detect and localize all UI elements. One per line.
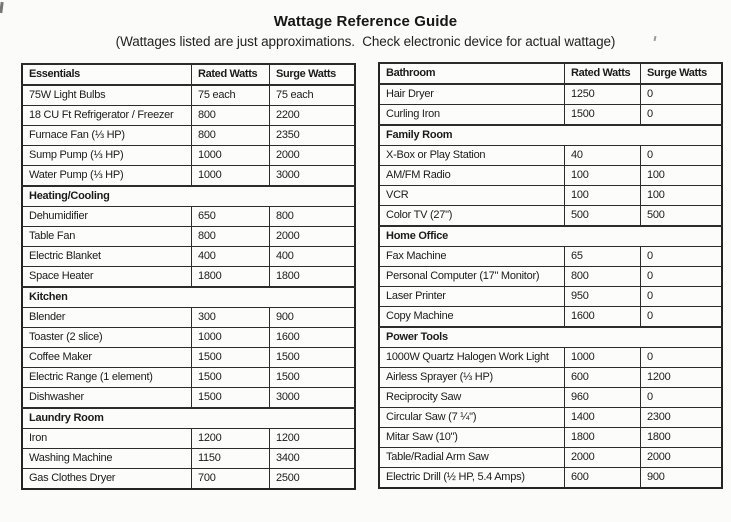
cell-item: Furnace Fan (⅓ HP) (22, 126, 192, 146)
table-row (22, 348, 355, 368)
cell-surge: 75 each (270, 85, 356, 106)
cell-rated: 800 (192, 126, 270, 146)
cell-surge: 1500 (270, 348, 356, 368)
cell-surge: 2500 (270, 469, 356, 490)
header-row (22, 64, 355, 85)
column-header-surge: Surge Watts (270, 64, 356, 85)
table-row (379, 348, 722, 368)
cell-item: Table Fan (22, 227, 192, 247)
cell-surge: 2350 (270, 126, 356, 146)
cell-item: Space Heater (22, 267, 192, 288)
cell-surge: 500 (641, 206, 723, 227)
cell-item: Hair Dryer (379, 84, 565, 105)
column-header-item: Bathroom (379, 63, 565, 84)
cell-surge: 0 (641, 105, 723, 126)
cell-rated: 1600 (565, 307, 641, 328)
cell-surge: 2300 (641, 408, 723, 428)
column-header-surge: Surge Watts (641, 63, 723, 84)
cell-surge: 0 (641, 287, 723, 307)
cell-item: Washing Machine (22, 449, 192, 469)
section-row (379, 226, 722, 247)
cell-rated: 500 (565, 206, 641, 227)
section-row (22, 186, 355, 207)
cell-surge: 0 (641, 348, 723, 368)
cell-item: Blender (22, 308, 192, 328)
cell-rated: 1150 (192, 449, 270, 469)
cell-surge: 1800 (270, 267, 356, 288)
cell-surge: 100 (641, 186, 723, 206)
cell-surge: 1200 (641, 368, 723, 388)
table-row (379, 206, 722, 227)
table-row (379, 247, 722, 267)
cell-rated: 800 (192, 227, 270, 247)
table-row (379, 146, 722, 166)
cell-item: X-Box or Play Station (379, 146, 565, 166)
table-row (379, 105, 722, 126)
cell-item: Toaster (2 slice) (22, 328, 192, 348)
cell-surge: 1600 (270, 328, 356, 348)
table-row (22, 328, 355, 348)
cell-rated: 600 (565, 368, 641, 388)
cell-item: AM/FM Radio (379, 166, 565, 186)
cell-rated: 960 (565, 388, 641, 408)
section-label: Heating/Cooling (22, 186, 355, 207)
table-row (22, 429, 355, 449)
cell-rated: 1800 (565, 428, 641, 448)
section-row (22, 408, 355, 429)
cell-item: Copy Machine (379, 307, 565, 328)
cell-item: Coffee Maker (22, 348, 192, 368)
cell-item: Personal Computer (17" Monitor) (379, 267, 565, 287)
cell-item: Airless Sprayer (⅓ HP) (379, 368, 565, 388)
section-label: Power Tools (379, 327, 722, 348)
section-label: Family Room (379, 125, 722, 146)
table-row (22, 267, 355, 288)
cell-surge: 2000 (270, 227, 356, 247)
table-row (379, 186, 722, 206)
cell-surge: 800 (270, 207, 356, 227)
table-row (22, 308, 355, 328)
table-row (22, 126, 355, 146)
cell-surge: 3000 (270, 166, 356, 187)
cell-rated: 1500 (192, 388, 270, 409)
table-row (379, 84, 722, 105)
cell-surge: 2000 (270, 146, 356, 166)
cell-surge: 900 (641, 468, 723, 489)
cell-item: VCR (379, 186, 565, 206)
cell-surge: 100 (641, 166, 723, 186)
cell-rated: 700 (192, 469, 270, 490)
section-label: Home Office (379, 226, 722, 247)
page-title: Wattage Reference Guide (273, 13, 458, 30)
cell-rated: 1250 (565, 84, 641, 105)
cell-rated: 100 (565, 186, 641, 206)
cell-surge: 0 (641, 307, 723, 328)
cell-item: Circular Saw (7 ¼") (379, 408, 565, 428)
cell-rated: 1400 (565, 408, 641, 428)
wattage-table-left (21, 63, 356, 490)
cell-item: 75W Light Bulbs (22, 85, 192, 106)
cell-rated: 650 (192, 207, 270, 227)
table-row (22, 368, 355, 388)
cell-surge: 0 (641, 388, 723, 408)
wattage-table-right (378, 62, 723, 489)
cell-surge: 900 (270, 308, 356, 328)
table-row (379, 287, 722, 307)
table-row (379, 368, 722, 388)
table-row (379, 408, 722, 428)
cell-surge: 0 (641, 267, 723, 287)
cell-rated: 600 (565, 468, 641, 489)
table-row (22, 106, 355, 126)
cell-rated: 1500 (192, 368, 270, 388)
cell-item: 18 CU Ft Refrigerator / Freezer (22, 106, 192, 126)
cell-surge: 400 (270, 247, 356, 267)
cell-item: Curling Iron (379, 105, 565, 126)
cell-rated: 1000 (192, 146, 270, 166)
cell-rated: 1200 (192, 429, 270, 449)
cell-item: Reciprocity Saw (379, 388, 565, 408)
table-row (379, 468, 722, 489)
cell-surge: 1500 (270, 368, 356, 388)
cell-item: Color TV (27") (379, 206, 565, 227)
table-row (22, 146, 355, 166)
section-label: Kitchen (22, 287, 355, 308)
cell-surge: 3000 (270, 388, 356, 409)
cell-rated: 1000 (192, 166, 270, 187)
cell-rated: 1000 (565, 348, 641, 368)
cell-item: Laser Printer (379, 287, 565, 307)
table-row (22, 85, 355, 106)
cell-surge: 0 (641, 247, 723, 267)
cell-rated: 1000 (192, 328, 270, 348)
table-row (22, 207, 355, 227)
cell-item: Water Pump (⅓ HP) (22, 166, 192, 187)
section-row (379, 327, 722, 348)
cell-surge: 2200 (270, 106, 356, 126)
cell-rated: 2000 (565, 448, 641, 468)
table-row (379, 267, 722, 287)
table-row (379, 388, 722, 408)
cell-rated: 300 (192, 308, 270, 328)
section-row (379, 125, 722, 146)
cell-surge: 1800 (641, 428, 723, 448)
cell-rated: 65 (565, 247, 641, 267)
section-label: Laundry Room (22, 408, 355, 429)
cell-surge: 1200 (270, 429, 356, 449)
cell-item: 1000W Quartz Halogen Work Light (379, 348, 565, 368)
header-row (379, 63, 722, 84)
table-row (379, 428, 722, 448)
cell-item: Fax Machine (379, 247, 565, 267)
cell-item: Electric Blanket (22, 247, 192, 267)
cell-surge: 3400 (270, 449, 356, 469)
cell-item: Table/Radial Arm Saw (379, 448, 565, 468)
cell-rated: 1800 (192, 267, 270, 288)
table-row (22, 166, 355, 187)
table-row (379, 448, 722, 468)
table-row (22, 469, 355, 490)
cell-item: Gas Clothes Dryer (22, 469, 192, 490)
cell-rated: 800 (192, 106, 270, 126)
table-row (379, 307, 722, 328)
table-row (22, 449, 355, 469)
page-subtitle: (Wattages listed are just approximations. Check electronic device for actual wattage) (115, 34, 616, 49)
table-row (22, 247, 355, 267)
cell-item: Iron (22, 429, 192, 449)
column-header-item: Essentials (22, 64, 192, 85)
cell-item: Electric Range (1 element) (22, 368, 192, 388)
cell-rated: 400 (192, 247, 270, 267)
cell-surge: 0 (641, 146, 723, 166)
table-row (379, 166, 722, 186)
column-header-rated: Rated Watts (192, 64, 270, 85)
cell-item: Mitar Saw (10") (379, 428, 565, 448)
cell-rated: 40 (565, 146, 641, 166)
cell-surge: 2000 (641, 448, 723, 468)
table-row (22, 388, 355, 409)
cell-rated: 1500 (565, 105, 641, 126)
cell-surge: 0 (641, 84, 723, 105)
cell-rated: 100 (565, 166, 641, 186)
cell-item: Dishwasher (22, 388, 192, 409)
cell-item: Electric Drill (½ HP, 5.4 Amps) (379, 468, 565, 489)
section-row (22, 287, 355, 308)
cell-item: Sump Pump (⅓ HP) (22, 146, 192, 166)
cell-item: Dehumidifier (22, 207, 192, 227)
cell-rated: 800 (565, 267, 641, 287)
cell-rated: 950 (565, 287, 641, 307)
table-row (22, 227, 355, 247)
cell-rated: 75 each (192, 85, 270, 106)
column-header-rated: Rated Watts (565, 63, 641, 84)
cell-rated: 1500 (192, 348, 270, 368)
